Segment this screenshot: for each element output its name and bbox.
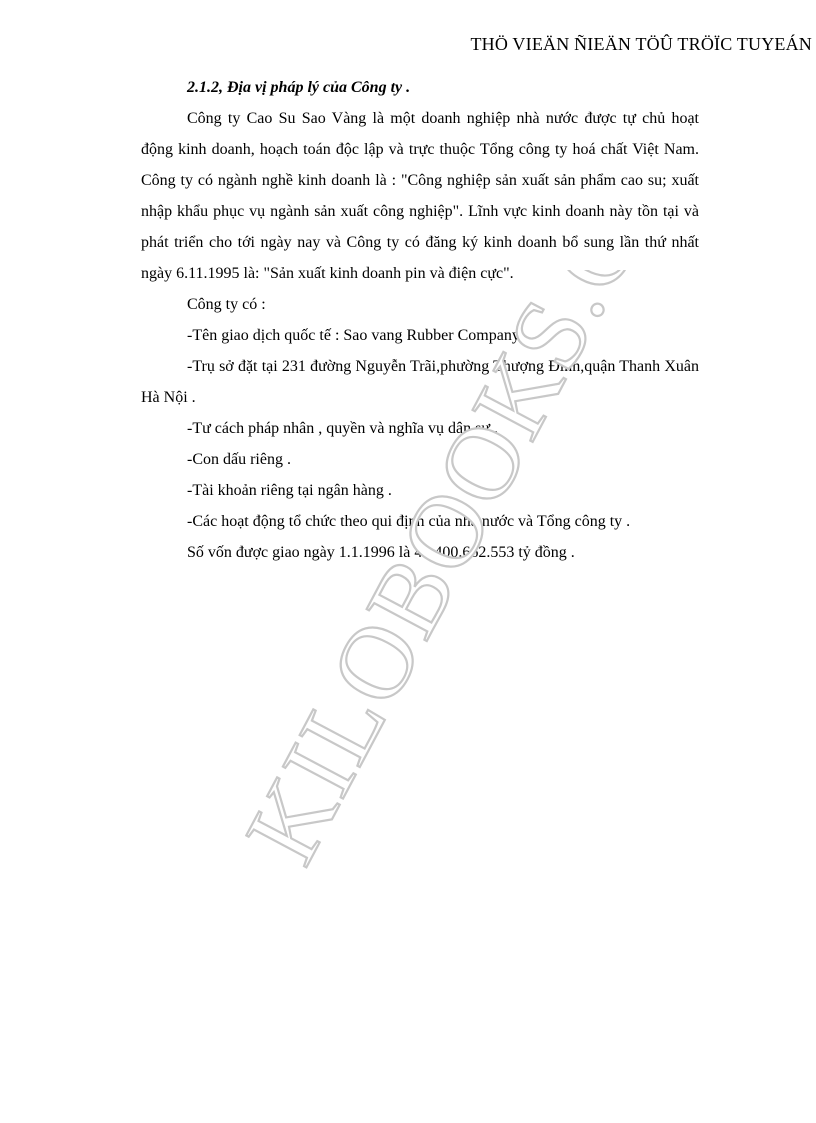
operations-line: -Các hoạt động tổ chức theo qui định của nhà nước và Tổng công ty . [187, 513, 631, 530]
running-header: THÖ VIEÄN ÑIEÄN TÖÛ TRÖÏC TUYEÁN [470, 34, 812, 54]
document-body [141, 72, 699, 568]
capital-line: Số vốn được giao ngày 1.1.1996 là 42.400.662.553 tỷ đồng . [187, 544, 575, 561]
intro-paragraph: Công ty Cao Su Sao Vàng là một doanh nghiệp nhà nước được tự chủ hoạt động kinh doanh, hoạch toán độc lập và trực thuộc Tổng công ty hoá chất Việt Nam. Công ty có ngành nghề kinh doanh là : "Công nghiệp sản xuất sản phẩm cao su; xuất nhập khẩu phục vụ ngành sản xuất công nghiệp". Lĩnh vực kinh doanh này tồn tại và phát triển cho tới ngày nay và Công ty có đăng ký kinh doanh bổ sung lần thứ nhất ngày 6.11.1995 là: "Sản xuất kinh doanh pin và điện cực". [141, 110, 699, 282]
section-heading: 2.1.2, Địa vị pháp lý của Công ty . [187, 79, 411, 96]
watermark-text: KILOBOOKS.CO [245, 270, 665, 881]
headquarters-line: -Trụ sở đặt tại 231 đường Nguyễn Trãi,phường Thượng Đình,quận Thanh Xuân Hà Nội . [141, 358, 699, 406]
trade-name-line: -Tên giao dịch quốc tế : Sao vang Rubber Company . [187, 327, 528, 344]
legal-status-line: -Tư cách pháp nhân , quyền và nghĩa vụ dân sự . [187, 420, 499, 437]
company-has-line: Công ty có : [187, 296, 266, 313]
bank-account-line: -Tài khoản riêng tại ngân hàng . [187, 482, 392, 499]
seal-line: -Con dấu riêng . [187, 451, 291, 468]
